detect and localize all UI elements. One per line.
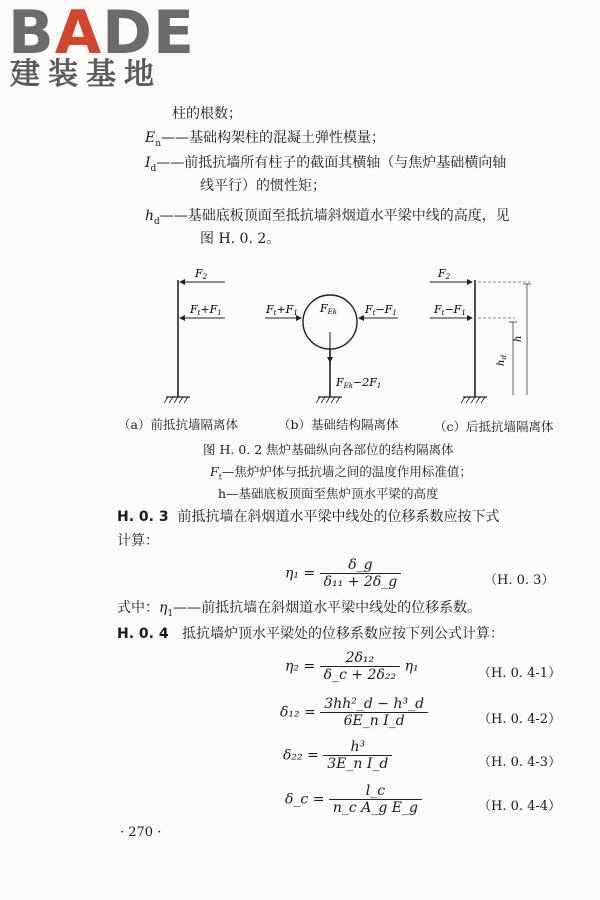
equation-h03: η₁ = $\frac{\delta\_g}{\text{δ₁₁ + 2δ\_g}}$ — [285, 557, 401, 590]
figure-note-2: h—基础底板顶面至焦炉顶水平梁的高度 — [218, 486, 439, 501]
fig-label-c: （c）后抵抗墙隔离体 — [434, 419, 554, 434]
fig-a-Ft-F1: Ft+F1 — [190, 303, 222, 317]
fig-b-left-force: Ft+F1 — [266, 303, 298, 317]
fig-label-a: （a）前抵抗墙隔离体 — [118, 417, 238, 432]
fig-c-h-label: h — [513, 335, 524, 342]
equation-h04-2: δ₁₂ = $\frac{\text{3hh²\_d − h³\_d}}{\text{6E\_n I\_d}}$ — [280, 696, 428, 729]
section-h03-cont: 计算： — [117, 533, 159, 549]
def-line-0: 柱的根数； — [172, 106, 242, 122]
figure-c-back-wall — [430, 267, 531, 403]
equation-number-h04-1: （H. 0. 4-1） — [478, 666, 562, 681]
figure-note-1: $F_t—$焦炉炉体与抵抗墙之间的温度作用标准值； — [210, 464, 472, 482]
where-clause: 式中：$\eta_1——$前抵抗墙在斜烟道水平梁中线处的位移系数。 — [117, 600, 482, 619]
fig-c-hd-label: $h_d$ — [496, 355, 508, 366]
fig-label-b: （b）基础结构隔离体 — [278, 417, 399, 432]
equation-number-h04-3: （H. 0. 4-3） — [478, 755, 562, 770]
figure-b-base-structure — [265, 295, 398, 403]
section-h03: H. 0. 3 前抵抗墙在斜烟道水平梁中线处的位移系数应按下式 — [117, 509, 500, 525]
brand-logo-chinese: 建装基地 — [10, 57, 162, 92]
def-En: $E_n——$基础构架柱的混凝土弹性模量； — [145, 130, 386, 149]
equation-h04-3: δ₂₂ = $\frac{\text{h³}}{\text{3E\_n I\_d}}$ — [283, 739, 392, 772]
equation-number-h03: （H. 0. 3） — [484, 573, 555, 588]
fig-c-Ft-F1: Ft−F1 — [434, 303, 466, 317]
fig-b-right-force: Ft−F1 — [365, 303, 397, 317]
structure-figure — [120, 262, 560, 412]
def-Id: $I_d——$前抵抗墙所有柱子的截面其横轴（与焦炉基础横向轴 — [145, 155, 507, 174]
def-hd-cont: 图 H. 0. 2。 — [200, 231, 281, 247]
fig-c-F2: F2 — [438, 267, 451, 281]
figure-a-front-wall — [164, 267, 225, 403]
figure-title: 图 H. 0. 2 焦炉基础纵向各部位的结构隔离体 — [203, 442, 454, 457]
equation-number-h04-2: （H. 0. 4-2） — [478, 712, 562, 727]
page-number: · 270 · — [120, 825, 162, 840]
equation-h04-4: δ_c = $\frac{l\_c}{\text{n\_c A\_g E\_g}}$ — [285, 783, 422, 816]
def-Id-cont: 线平行）的惯性矩； — [200, 178, 326, 194]
equation-h04-1: η₂ = $\frac{\text{2δ₁₂}}{\text{δ\_c + 2δ₂₂}}$ η₁ — [285, 650, 419, 683]
fig-b-bottom-force: FEk−2F1 — [336, 376, 382, 390]
brand-logo: BADE — [8, 0, 195, 68]
equation-number-h04-4: （H. 0. 4-4） — [478, 799, 562, 814]
section-h04: H. 0. 4 抵抗墙炉顶水平梁处的位移系数应按下列公式计算： — [117, 626, 504, 642]
def-hd: $h_d——$基础底板顶面至抵抗墙斜烟道水平梁中线的高度，见 — [145, 208, 510, 227]
fig-b-center-force: FEk — [320, 302, 337, 316]
fig-a-F2: F2 — [195, 267, 208, 281]
